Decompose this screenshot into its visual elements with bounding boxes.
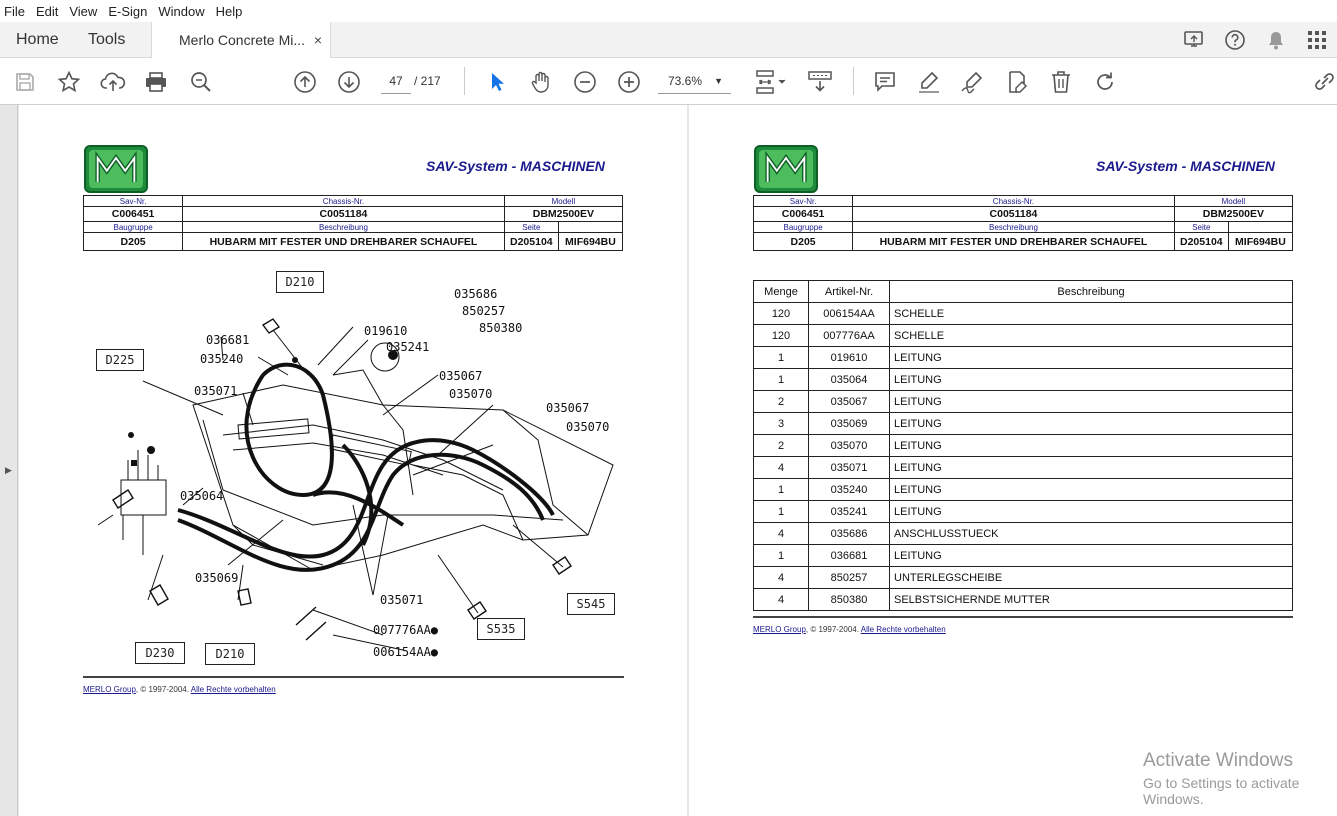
watermark-title: Activate Windows bbox=[1143, 750, 1293, 771]
label-modell: Modell bbox=[1174, 196, 1292, 207]
copyright-text: , © 1997-2004. bbox=[805, 625, 861, 634]
label-035064: 035064 bbox=[180, 489, 224, 503]
label-035067-a: 035067 bbox=[439, 369, 483, 383]
value-sav: C006451 bbox=[84, 207, 183, 222]
bell-icon[interactable] bbox=[1255, 29, 1296, 51]
label-036681: 036681 bbox=[206, 333, 250, 347]
cell-artikel-nr: 006154AA bbox=[809, 303, 890, 325]
document-tab-title: Merlo Concrete Mi... bbox=[179, 32, 306, 48]
cell-menge: 1 bbox=[754, 479, 809, 501]
footer-divider bbox=[83, 676, 624, 678]
merlo-group-link[interactable]: MERLO Group bbox=[753, 625, 806, 634]
hand-icon[interactable] bbox=[528, 69, 554, 95]
fill-sign-icon[interactable] bbox=[1004, 69, 1030, 95]
toolbar-divider bbox=[853, 67, 854, 95]
table-row bbox=[754, 501, 1293, 523]
rotate-icon[interactable] bbox=[1092, 69, 1118, 95]
exploded-diagram bbox=[83, 265, 623, 677]
cell-artikel-nr: 036681 bbox=[809, 545, 890, 567]
label-035070-b: 035070 bbox=[566, 420, 610, 434]
tab-tools[interactable]: Tools bbox=[88, 31, 126, 48]
cell-menge: 3 bbox=[754, 413, 809, 435]
delete-icon[interactable] bbox=[1048, 69, 1074, 95]
page-down-icon[interactable] bbox=[336, 69, 362, 95]
label-empty bbox=[1228, 222, 1292, 233]
menu-view[interactable]: View bbox=[69, 3, 98, 19]
ref-box-s545: S545 bbox=[567, 593, 615, 615]
label-beschreibung: Beschreibung bbox=[183, 222, 505, 233]
label-baugruppe: Baugruppe bbox=[84, 222, 183, 233]
ref-box-d210-top: D210 bbox=[276, 271, 324, 293]
cell-beschreibung: SCHELLE bbox=[890, 325, 1293, 347]
cell-artikel-nr: 007776AA bbox=[809, 325, 890, 347]
column-beschreibung: Beschreibung bbox=[890, 281, 1293, 303]
table-row bbox=[754, 391, 1293, 413]
tab-document[interactable] bbox=[151, 22, 331, 59]
value-beschreibung: HUBARM MIT FESTER UND DREHBARER SCHAUFEL bbox=[183, 233, 505, 251]
menu-window[interactable]: Window bbox=[158, 3, 205, 19]
label-sav: Sav-Nr. bbox=[754, 196, 853, 207]
ref-box-s535: S535 bbox=[477, 618, 525, 640]
comment-icon[interactable] bbox=[872, 69, 898, 95]
column-artikel-nr: Artikel-Nr. bbox=[809, 281, 890, 303]
cell-artikel-nr: 850380 bbox=[809, 589, 890, 611]
cell-artikel-nr: 035071 bbox=[809, 457, 890, 479]
close-tab-icon[interactable]: × bbox=[313, 32, 322, 48]
table-row bbox=[754, 413, 1293, 435]
help-icon[interactable] bbox=[1214, 29, 1255, 51]
cell-menge: 1 bbox=[754, 369, 809, 391]
label-sav: Sav-Nr. bbox=[84, 196, 183, 207]
cell-artikel-nr: 035241 bbox=[809, 501, 890, 523]
sign-icon[interactable] bbox=[960, 69, 986, 95]
cell-beschreibung: LEITUNG bbox=[890, 413, 1293, 435]
table-row bbox=[754, 303, 1293, 325]
label-035071-top: 035071 bbox=[194, 384, 238, 398]
cell-artikel-nr: 035064 bbox=[809, 369, 890, 391]
column-menge: Menge bbox=[754, 281, 809, 303]
activation-watermark bbox=[1143, 750, 1337, 807]
label-035686: 035686 bbox=[454, 287, 498, 301]
cell-menge: 4 bbox=[754, 523, 809, 545]
table-row bbox=[754, 457, 1293, 479]
value-modell: DBM2500EV bbox=[504, 207, 622, 222]
cell-artikel-nr: 035070 bbox=[809, 435, 890, 457]
label-850257: 850257 bbox=[462, 304, 506, 318]
value-baugruppe: D205 bbox=[754, 233, 853, 251]
tab-home[interactable]: Home bbox=[16, 31, 59, 48]
footer-text bbox=[83, 685, 276, 694]
share-screen-icon[interactable] bbox=[1173, 30, 1214, 50]
document-title: SAV-System - MASCHINEN bbox=[426, 158, 605, 174]
parts-table bbox=[753, 280, 1293, 611]
parts-table-header bbox=[754, 281, 1293, 303]
menu-edit[interactable]: Edit bbox=[35, 3, 59, 19]
label-seite: Seite bbox=[504, 222, 558, 233]
left-panel-toggle[interactable] bbox=[0, 105, 18, 816]
cell-menge: 2 bbox=[754, 435, 809, 457]
toolbar-divider bbox=[464, 67, 465, 95]
footer-divider bbox=[753, 616, 1293, 618]
cell-artikel-nr: 035240 bbox=[809, 479, 890, 501]
cell-beschreibung: SCHELLE bbox=[890, 303, 1293, 325]
cell-beschreibung: LEITUNG bbox=[890, 435, 1293, 457]
label-chassis: Chassis-Nr. bbox=[183, 196, 505, 207]
label-modell: Modell bbox=[504, 196, 622, 207]
label-035240: 035240 bbox=[200, 352, 244, 366]
table-row bbox=[754, 589, 1293, 611]
page-left bbox=[19, 105, 687, 816]
label-019610: 019610 bbox=[364, 324, 408, 338]
select-cursor-icon[interactable] bbox=[484, 69, 510, 95]
ref-box-d210-bottom: D210 bbox=[205, 643, 255, 665]
cell-menge: 1 bbox=[754, 347, 809, 369]
label-empty bbox=[558, 222, 622, 233]
menu-esign[interactable]: E-Sign bbox=[108, 3, 148, 19]
rights-link[interactable]: Alle Rechte vorbehalten bbox=[190, 685, 276, 694]
cell-artikel-nr: 035069 bbox=[809, 413, 890, 435]
page-up-icon[interactable] bbox=[292, 69, 318, 95]
copyright-text: , © 1997-2004. bbox=[135, 685, 191, 694]
value-code: MIF694BU bbox=[1228, 233, 1292, 251]
label-035071-bottom: 035071 bbox=[380, 593, 424, 607]
tab-row bbox=[0, 22, 1337, 58]
value-sav: C006451 bbox=[754, 207, 853, 222]
cell-beschreibung: LEITUNG bbox=[890, 391, 1293, 413]
merlo-logo bbox=[84, 145, 148, 193]
cell-menge: 2 bbox=[754, 391, 809, 413]
bookmark-star-icon[interactable] bbox=[56, 69, 82, 95]
document-viewer[interactable] bbox=[0, 105, 1337, 816]
zoom-search-icon[interactable] bbox=[188, 69, 214, 95]
cell-menge: 4 bbox=[754, 457, 809, 479]
rights-link[interactable]: Alle Rechte vorbehalten bbox=[860, 625, 946, 634]
label-beschreibung: Beschreibung bbox=[853, 222, 1175, 233]
table-row bbox=[754, 523, 1293, 545]
menu-bar bbox=[0, 0, 1337, 22]
cell-beschreibung: ANSCHLUSSTUECK bbox=[890, 523, 1293, 545]
page-total: / 217 bbox=[414, 74, 441, 88]
page-number-input[interactable]: 47 bbox=[381, 68, 411, 94]
merlo-logo bbox=[754, 145, 818, 193]
value-beschreibung: HUBARM MIT FESTER UND DREHBARER SCHAUFEL bbox=[853, 233, 1175, 251]
table-row bbox=[754, 369, 1293, 391]
watermark-subtitle: Go to Settings to activate Windows. bbox=[1143, 775, 1300, 807]
label-chassis: Chassis-Nr. bbox=[853, 196, 1175, 207]
table-row bbox=[754, 325, 1293, 347]
scroll-mode-icon[interactable] bbox=[806, 69, 834, 95]
link-icon[interactable] bbox=[1311, 69, 1337, 95]
cell-menge: 1 bbox=[754, 545, 809, 567]
label-850380: 850380 bbox=[479, 321, 523, 335]
cell-artikel-nr: 035067 bbox=[809, 391, 890, 413]
menu-file[interactable]: File bbox=[4, 3, 25, 19]
top-right-icons bbox=[1173, 22, 1337, 58]
cell-menge: 120 bbox=[754, 303, 809, 325]
cell-menge: 4 bbox=[754, 589, 809, 611]
value-seite: D205104 bbox=[1174, 233, 1228, 251]
table-row bbox=[754, 435, 1293, 457]
menu-help[interactable]: Help bbox=[215, 3, 243, 19]
label-007776aa: 007776AA● bbox=[373, 623, 439, 637]
table-row bbox=[754, 479, 1293, 501]
upload-cloud-icon[interactable] bbox=[100, 69, 126, 95]
zoom-out-icon[interactable] bbox=[572, 69, 598, 95]
cell-beschreibung: LEITUNG bbox=[890, 479, 1293, 501]
label-seite: Seite bbox=[1174, 222, 1228, 233]
value-chassis: C0051184 bbox=[853, 207, 1175, 222]
value-chassis: C0051184 bbox=[183, 207, 505, 222]
ref-box-d230: D230 bbox=[135, 642, 185, 664]
header-table bbox=[753, 195, 1293, 251]
apps-grid-icon[interactable] bbox=[1296, 30, 1337, 50]
save-icon[interactable] bbox=[12, 69, 38, 95]
cell-beschreibung: LEITUNG bbox=[890, 347, 1293, 369]
chevron-down-icon: ▼ bbox=[714, 76, 723, 86]
cell-beschreibung: LEITUNG bbox=[890, 545, 1293, 567]
cell-beschreibung: LEITUNG bbox=[890, 369, 1293, 391]
page-gap bbox=[687, 105, 689, 816]
value-modell: DBM2500EV bbox=[1174, 207, 1292, 222]
label-035070-a: 035070 bbox=[449, 387, 493, 401]
document-title: SAV-System - MASCHINEN bbox=[1096, 158, 1275, 174]
value-baugruppe: D205 bbox=[84, 233, 183, 251]
page-right bbox=[689, 105, 1337, 816]
label-035241: 035241 bbox=[386, 340, 430, 354]
cell-artikel-nr: 019610 bbox=[809, 347, 890, 369]
cell-beschreibung: LEITUNG bbox=[890, 501, 1293, 523]
value-seite: D205104 bbox=[504, 233, 558, 251]
ref-box-d225: D225 bbox=[96, 349, 144, 371]
cell-menge: 4 bbox=[754, 567, 809, 589]
print-icon[interactable] bbox=[143, 69, 169, 95]
zoom-level-value: 73.6% bbox=[668, 74, 703, 88]
label-baugruppe: Baugruppe bbox=[754, 222, 853, 233]
label-035069: 035069 bbox=[195, 571, 239, 585]
table-row bbox=[754, 567, 1293, 589]
zoom-level-select[interactable] bbox=[658, 68, 731, 94]
label-006154aa: 006154AA● bbox=[373, 645, 439, 659]
highlight-icon[interactable] bbox=[916, 69, 942, 95]
cell-beschreibung: UNTERLEGSCHEIBE bbox=[890, 567, 1293, 589]
expand-panel-icon[interactable]: ▶ bbox=[5, 465, 12, 475]
header-table bbox=[83, 195, 623, 251]
cell-artikel-nr: 850257 bbox=[809, 567, 890, 589]
page-view-icon[interactable] bbox=[753, 69, 789, 95]
table-row bbox=[754, 347, 1293, 369]
cell-beschreibung: LEITUNG bbox=[890, 457, 1293, 479]
cell-menge: 1 bbox=[754, 501, 809, 523]
main-toolbar bbox=[0, 58, 1337, 105]
label-035067-b: 035067 bbox=[546, 401, 590, 415]
zoom-in-icon[interactable] bbox=[616, 69, 642, 95]
cell-artikel-nr: 035686 bbox=[809, 523, 890, 545]
value-code: MIF694BU bbox=[558, 233, 622, 251]
cell-beschreibung: SELBSTSICHERNDE MUTTER bbox=[890, 589, 1293, 611]
table-row bbox=[754, 545, 1293, 567]
footer-text bbox=[753, 625, 946, 634]
cell-menge: 120 bbox=[754, 325, 809, 347]
merlo-group-link[interactable]: MERLO Group bbox=[83, 685, 136, 694]
